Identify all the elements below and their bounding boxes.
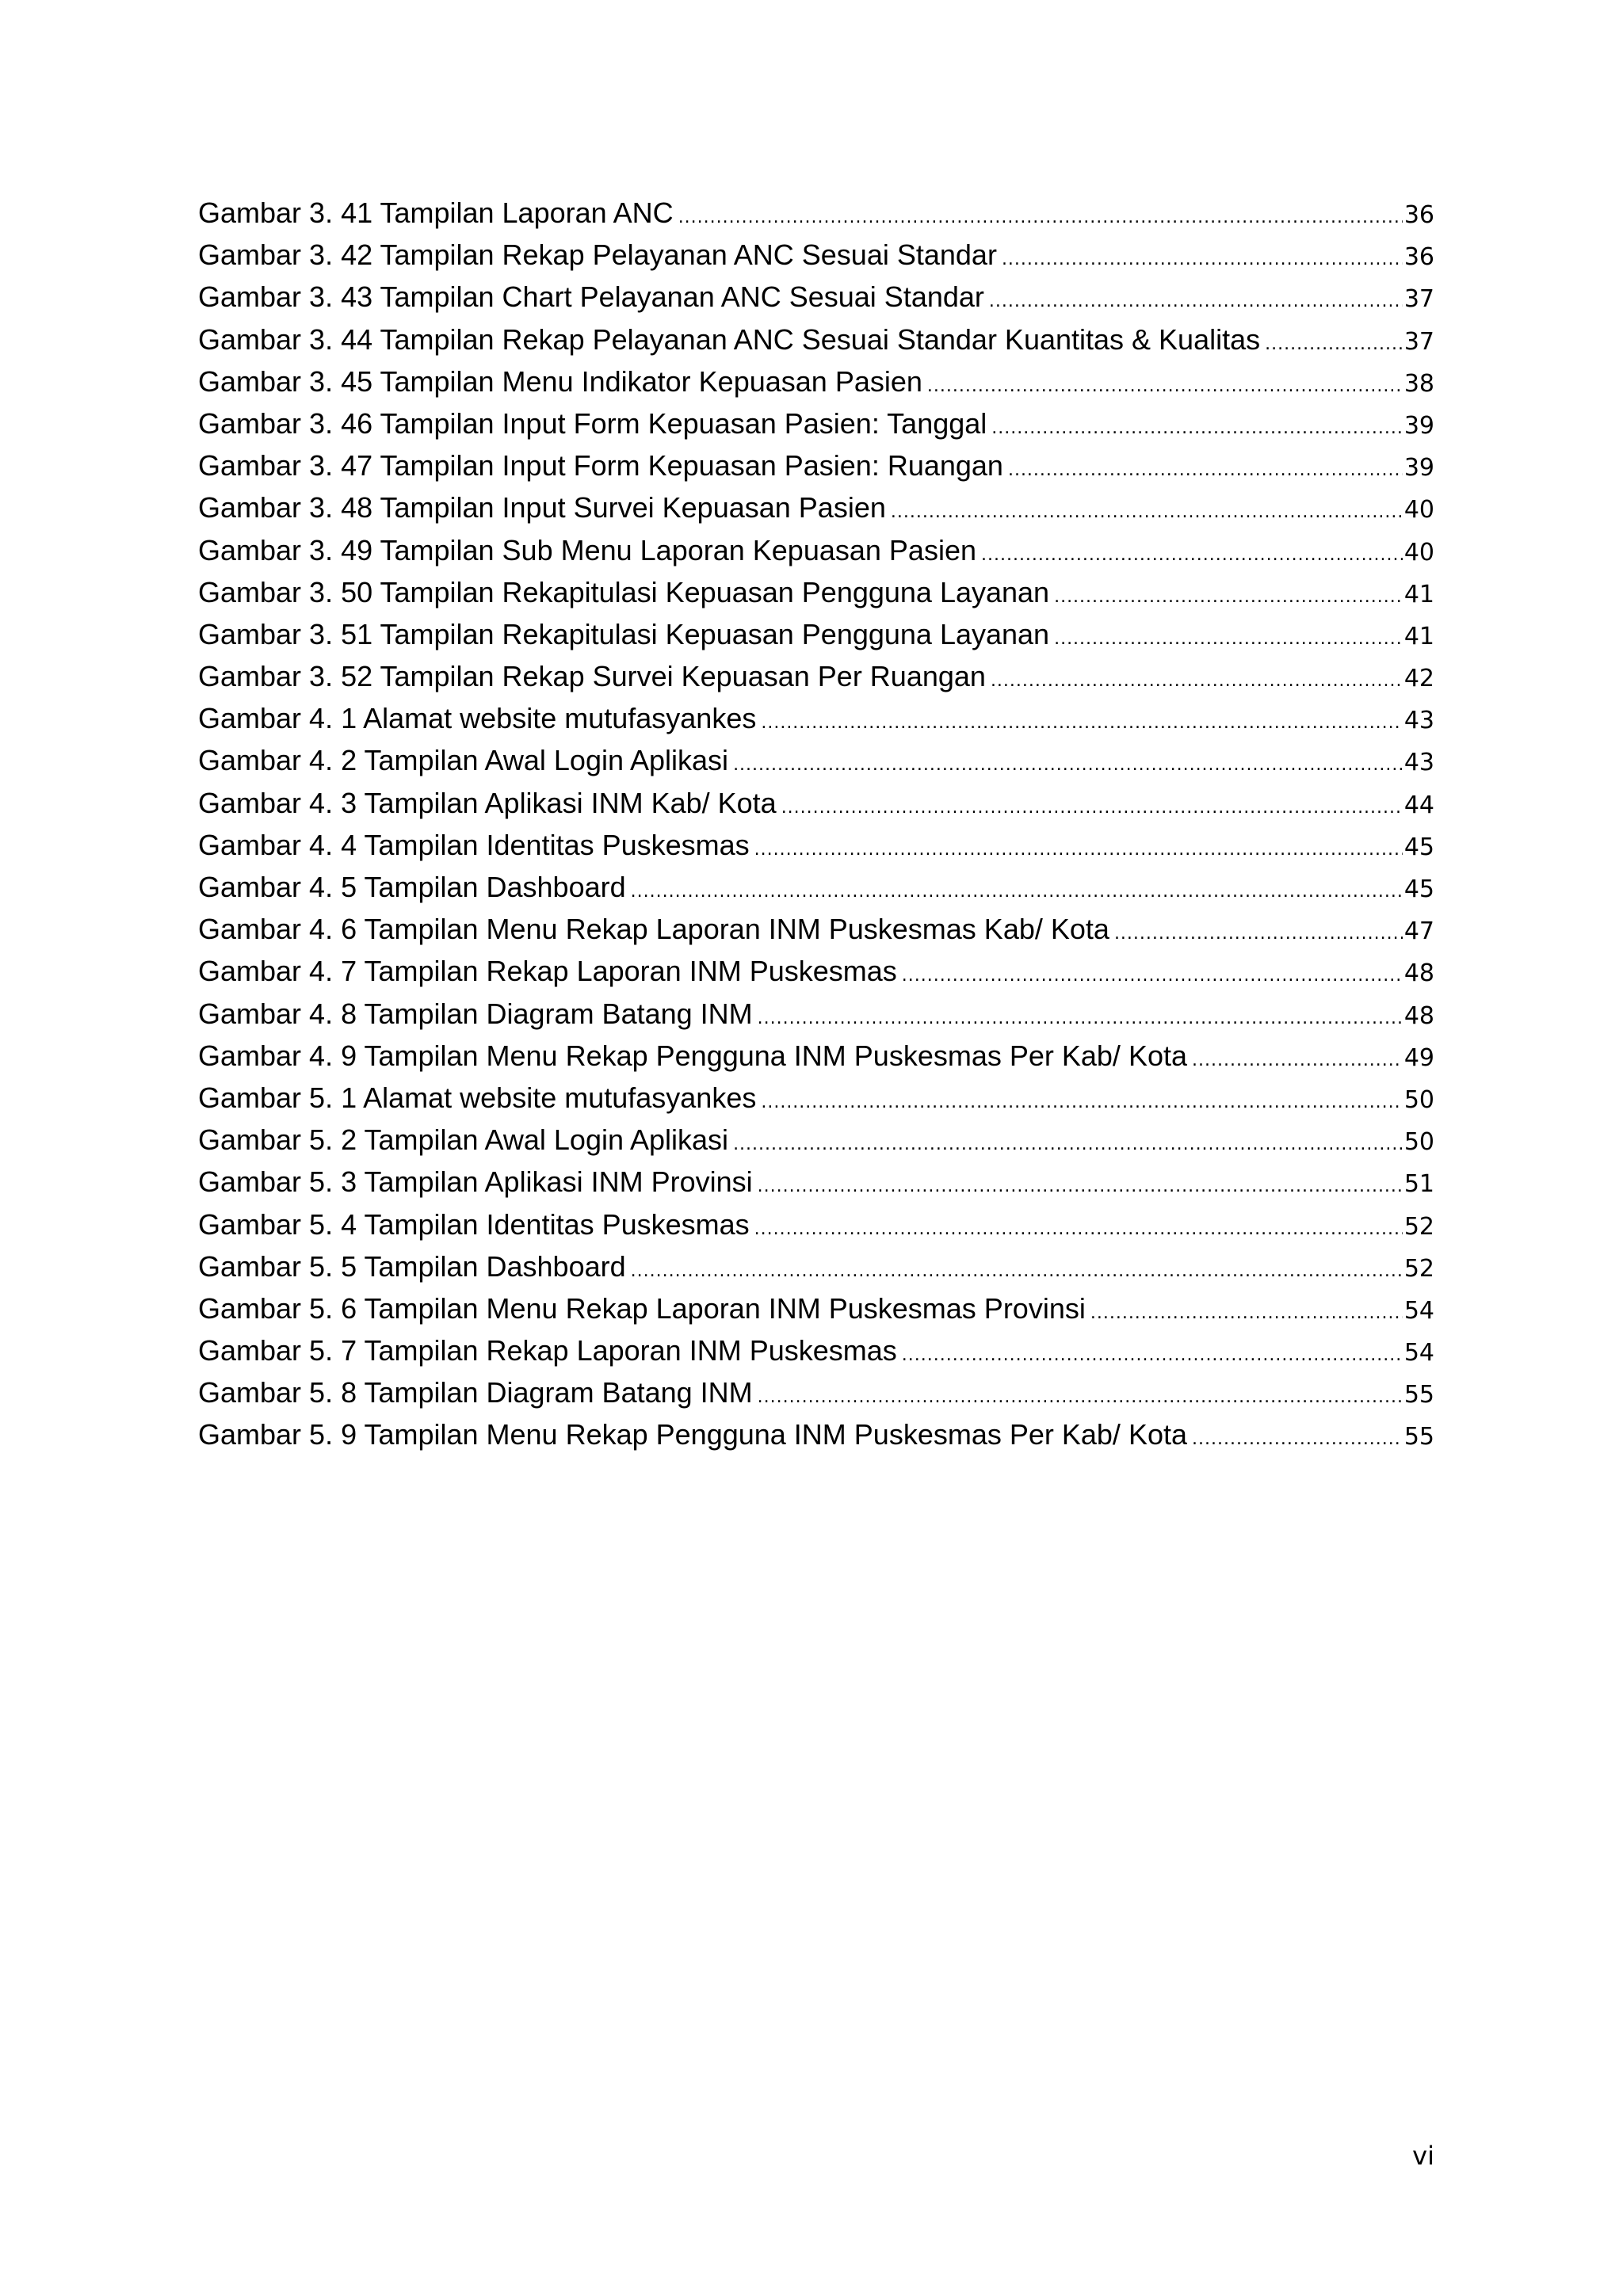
toc-entry-page: 43 xyxy=(1403,707,1434,735)
toc-entry xyxy=(198,1208,1434,1250)
toc-entry xyxy=(198,1418,1434,1460)
toc-entry-label: Gambar 5. 3 Tampilan Aplikasi INM Provinsi xyxy=(198,1165,753,1199)
toc-entry xyxy=(198,829,1434,871)
toc-entry xyxy=(198,1376,1434,1418)
toc-entry xyxy=(198,1334,1434,1376)
toc-dot-leader xyxy=(989,292,1403,311)
toc-entry-label: Gambar 3. 51 Tampilan Rekapitulasi Kepuasan Pengguna Layanan xyxy=(198,617,1050,650)
toc-entry xyxy=(198,660,1434,702)
toc-entry-page: 42 xyxy=(1403,665,1434,693)
toc-entry xyxy=(198,913,1434,955)
toc-entry-page: 50 xyxy=(1403,1128,1434,1157)
toc-dot-leader xyxy=(991,418,1403,438)
toc-entry-page: 44 xyxy=(1403,791,1434,819)
toc-entry-page: 39 xyxy=(1403,411,1434,440)
toc-entry-label: Gambar 5. 4 Tampilan Identitas Puskesmas xyxy=(198,1207,750,1241)
toc-entry-label: Gambar 4. 6 Tampilan Menu Rekap Laporan INM Puskesmas Kab/ Kota xyxy=(198,913,1109,946)
toc-entry-page: 38 xyxy=(1403,369,1434,398)
toc-dot-leader xyxy=(754,840,1403,860)
toc-entry-page: 54 xyxy=(1403,1339,1434,1367)
toc-entry-label: Gambar 3. 41 Tampilan Laporan ANC xyxy=(198,196,674,229)
toc-entry-page: 40 xyxy=(1403,538,1434,566)
toc-entry-label: Gambar 5. 6 Tampilan Menu Rekap Laporan INM Puskesmas Provinsi xyxy=(198,1291,1086,1325)
toc-dot-leader xyxy=(758,1177,1403,1196)
toc-entry-page: 54 xyxy=(1403,1296,1434,1325)
toc-dot-leader xyxy=(631,882,1403,902)
toc-entry-page: 55 xyxy=(1403,1381,1434,1409)
toc-entry xyxy=(198,955,1434,997)
toc-entry-label: Gambar 5. 7 Tampilan Rekap Laporan INM Puskesmas xyxy=(198,1334,897,1367)
page-number: vi xyxy=(1412,2141,1434,2171)
toc-entry-page: 36 xyxy=(1403,201,1434,229)
toc-dot-leader xyxy=(761,1093,1402,1112)
toc-entry xyxy=(198,702,1434,744)
toc-entry xyxy=(198,618,1434,660)
toc-dot-leader xyxy=(1265,334,1403,354)
toc-entry xyxy=(198,280,1434,322)
toc-entry-label: Gambar 5. 9 Tampilan Menu Rekap Pengguna INM Puskesmas Per Kab/ Kota xyxy=(198,1418,1187,1451)
toc-entry-page: 39 xyxy=(1403,454,1434,482)
toc-entry-label: Gambar 3. 48 Tampilan Input Survei Kepuasan Pasien xyxy=(198,491,886,524)
toc-dot-leader xyxy=(1054,587,1403,607)
toc-dot-leader xyxy=(781,798,1403,818)
toc-dot-leader xyxy=(991,671,1403,691)
toc-entry-label: Gambar 4. 4 Tampilan Identitas Puskesmas xyxy=(198,828,750,861)
toc-entry xyxy=(198,1123,1434,1165)
toc-entry xyxy=(198,1250,1434,1292)
toc-entry-label: Gambar 3. 45 Tampilan Menu Indikator Kepuasan Pasien xyxy=(198,364,922,398)
toc-entry-page: 55 xyxy=(1403,1423,1434,1451)
toc-entry-label: Gambar 3. 50 Tampilan Rekapitulasi Kepuasan Pengguna Layanan xyxy=(198,575,1050,608)
toc-entry-page: 41 xyxy=(1403,580,1434,608)
toc-entry-page: 48 xyxy=(1403,1001,1434,1030)
toc-entry xyxy=(198,534,1434,576)
toc-entry-page: 52 xyxy=(1403,1212,1434,1241)
toc-entry-label: Gambar 4. 3 Tampilan Aplikasi INM Kab/ Kota xyxy=(198,786,777,819)
toc-dot-leader xyxy=(758,1009,1403,1028)
toc-dot-leader xyxy=(678,208,1403,227)
toc-entry xyxy=(198,323,1434,365)
toc-entry-page: 43 xyxy=(1403,749,1434,777)
toc-dot-leader xyxy=(733,755,1403,775)
toc-entry xyxy=(198,1165,1434,1207)
toc-entry xyxy=(198,238,1434,280)
toc-dot-leader xyxy=(1114,924,1403,944)
toc-entry-label: Gambar 3. 46 Tampilan Input Form Kepuasan Pasien: Tanggal xyxy=(198,406,987,440)
toc-dot-leader xyxy=(927,376,1403,396)
toc-dot-leader xyxy=(902,966,1403,986)
toc-entry-page: 40 xyxy=(1403,496,1434,524)
toc-entry-page: 49 xyxy=(1403,1043,1434,1072)
list-of-figures xyxy=(198,196,1434,1461)
toc-entry-page: 45 xyxy=(1403,833,1434,861)
toc-dot-leader xyxy=(1008,460,1403,480)
toc-entry xyxy=(198,365,1434,407)
toc-entry-label: Gambar 4. 8 Tampilan Diagram Batang INM xyxy=(198,997,753,1030)
toc-entry-label: Gambar 5. 5 Tampilan Dashboard xyxy=(198,1249,626,1283)
toc-dot-leader xyxy=(754,1219,1403,1239)
toc-dot-leader xyxy=(761,713,1402,733)
toc-entry xyxy=(198,449,1434,491)
toc-entry-label: Gambar 5. 2 Tampilan Awal Login Aplikasi xyxy=(198,1123,729,1157)
toc-entry-label: Gambar 3. 44 Tampilan Rekap Pelayanan ANC Sesuai Standar Kuantitas & Kualitas xyxy=(198,322,1261,356)
toc-dot-leader xyxy=(1192,1429,1403,1449)
toc-dot-leader xyxy=(631,1261,1403,1281)
toc-entry xyxy=(198,407,1434,449)
toc-entry xyxy=(198,196,1434,238)
toc-entry-label: Gambar 3. 52 Tampilan Rekap Survei Kepuasan Per Ruangan xyxy=(198,660,986,693)
toc-entry xyxy=(198,871,1434,913)
toc-entry-label: Gambar 3. 42 Tampilan Rekap Pelayanan ANC Sesuai Standar xyxy=(198,238,997,272)
toc-entry-label: Gambar 3. 47 Tampilan Input Form Kepuasan Pasien: Ruangan xyxy=(198,449,1003,482)
toc-dot-leader xyxy=(1002,250,1403,269)
toc-entry xyxy=(198,1081,1434,1123)
toc-entry-page: 51 xyxy=(1403,1170,1434,1199)
toc-dot-leader xyxy=(1192,1051,1403,1070)
toc-entry xyxy=(198,1292,1434,1334)
toc-entry-label: Gambar 5. 1 Alamat website mutufasyankes xyxy=(198,1081,757,1114)
toc-entry-page: 37 xyxy=(1403,285,1434,314)
toc-entry-label: Gambar 5. 8 Tampilan Diagram Batang INM xyxy=(198,1376,753,1409)
toc-entry-page: 41 xyxy=(1403,622,1434,650)
toc-dot-leader xyxy=(891,502,1403,522)
toc-entry-page: 37 xyxy=(1403,327,1434,356)
toc-dot-leader xyxy=(981,545,1403,565)
toc-entry-page: 36 xyxy=(1403,243,1434,272)
toc-dot-leader xyxy=(1054,629,1403,649)
toc-entry xyxy=(198,997,1434,1039)
toc-entry xyxy=(198,491,1434,533)
toc-entry xyxy=(198,1039,1434,1081)
toc-dot-leader xyxy=(758,1387,1403,1407)
toc-entry-label: Gambar 4. 2 Tampilan Awal Login Aplikasi xyxy=(198,744,729,777)
toc-entry xyxy=(198,744,1434,786)
toc-entry-label: Gambar 3. 49 Tampilan Sub Menu Laporan Kepuasan Pasien xyxy=(198,533,976,566)
toc-entry xyxy=(198,787,1434,829)
toc-dot-leader xyxy=(902,1345,1403,1365)
toc-entry-label: Gambar 4. 7 Tampilan Rekap Laporan INM Puskesmas xyxy=(198,955,897,988)
toc-dot-leader xyxy=(733,1135,1403,1154)
toc-entry-label: Gambar 4. 9 Tampilan Menu Rekap Pengguna INM Puskesmas Per Kab/ Kota xyxy=(198,1039,1187,1072)
toc-entry-page: 47 xyxy=(1403,917,1434,946)
toc-entry-label: Gambar 3. 43 Tampilan Chart Pelayanan ANC Sesuai Standar xyxy=(198,280,984,314)
toc-entry xyxy=(198,576,1434,618)
toc-entry-page: 52 xyxy=(1403,1254,1434,1283)
toc-dot-leader xyxy=(1090,1303,1403,1323)
toc-entry-page: 48 xyxy=(1403,959,1434,988)
toc-entry-page: 45 xyxy=(1403,875,1434,903)
toc-entry-page: 50 xyxy=(1403,1085,1434,1114)
toc-entry-label: Gambar 4. 5 Tampilan Dashboard xyxy=(198,871,626,903)
toc-entry-label: Gambar 4. 1 Alamat website mutufasyankes xyxy=(198,702,757,735)
